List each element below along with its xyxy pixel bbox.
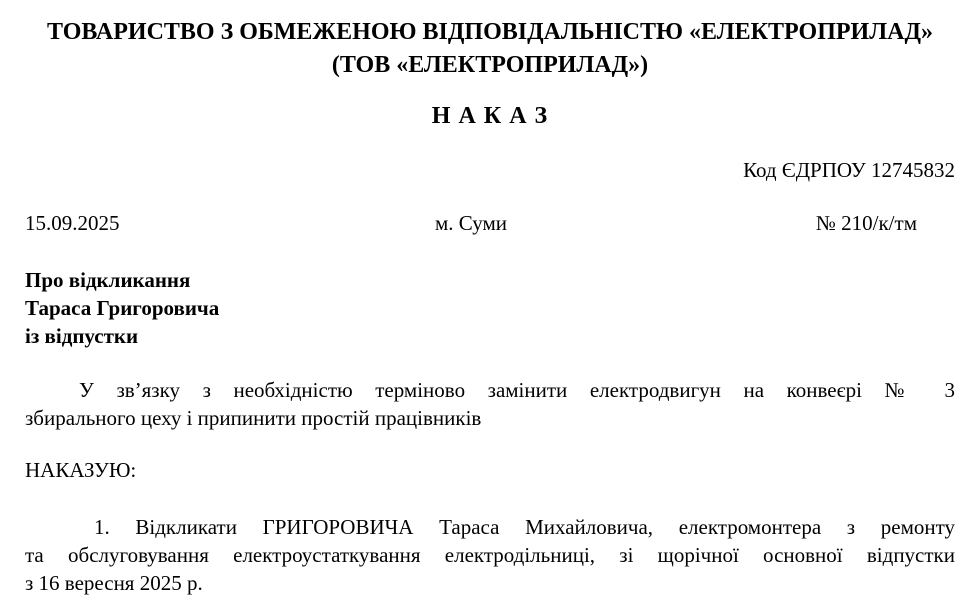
subject-line-1: Про відкликання — [25, 268, 191, 292]
edrpou-code: Код ЄДРПОУ 12745832 — [743, 158, 955, 182]
subject-block — [25, 266, 955, 350]
order-word: НАКАЗУЮ: — [25, 458, 137, 482]
order-item-1-line-1: 1. Відкликати ГРИГОРОВИЧА Тараса Михайловича, електромонтера з ремонту — [94, 515, 955, 539]
org-name-line1: ТОВАРИСТВО З ОБМЕЖЕНОЮ ВІДПОВІДАЛЬНІСТЮ «ЕЛЕКТРОПРИЛАД» — [47, 19, 933, 45]
org-name-line2: (ТОВ «ЕЛЕКТРОПРИЛАД») — [331, 52, 649, 78]
doc-date: 15.09.2025 — [25, 211, 120, 235]
preamble-line-1: У зв’язку з необхідністю терміново замінити електродвигун на конвеєрі № 3 — [79, 378, 955, 402]
requisites-row — [25, 209, 955, 237]
doc-type-heading: Н А К А З — [431, 103, 549, 129]
subject-line-3: із відпустки — [25, 324, 139, 348]
doc-city: м. Суми — [434, 211, 507, 235]
doc-number: № 210/к/тм — [815, 211, 917, 235]
order-item-1-line-3: з 16 вересня 2025 р. — [25, 571, 203, 595]
preamble-line-2: збирального цеху і припинити простій працівників — [25, 406, 482, 430]
order-item-1 — [25, 513, 955, 597]
order-item-1-line-2: та обслуговування електроустаткування електродільниці, зі щорічної основної відпустки — [25, 543, 955, 567]
subject-line-2: Тараса Григоровича — [25, 296, 220, 320]
preamble-paragraph — [25, 376, 955, 432]
